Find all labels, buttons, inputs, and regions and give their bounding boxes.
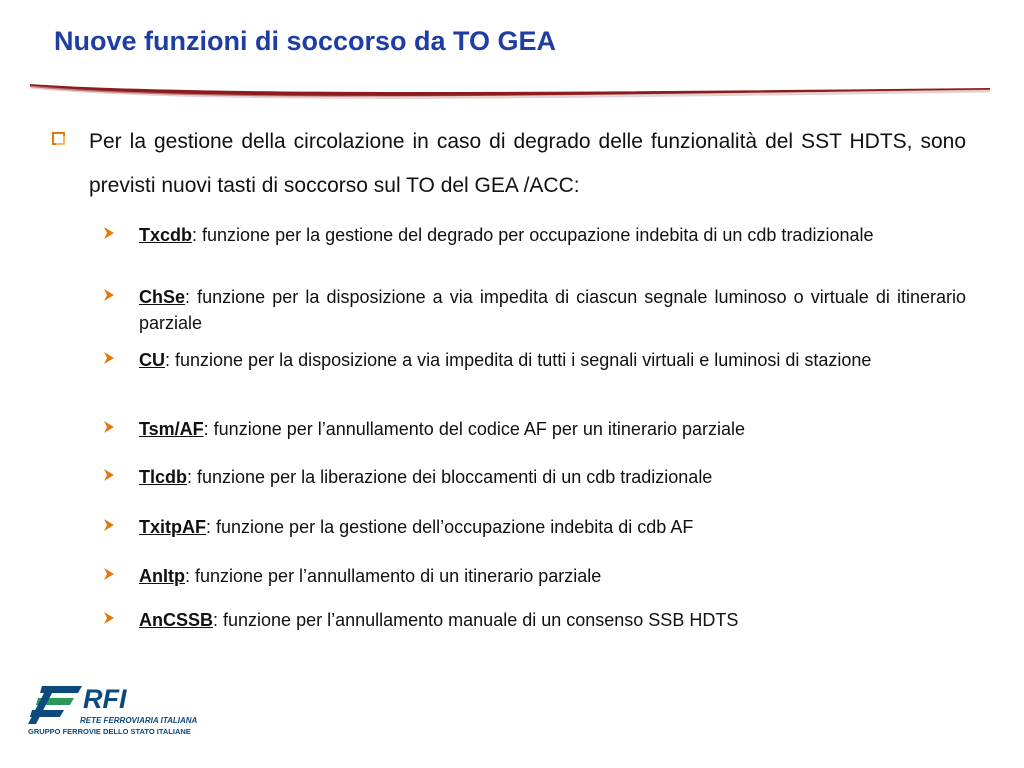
list-item	[103, 284, 966, 336]
arrow-bullet-icon	[103, 284, 115, 306]
list-item	[103, 607, 966, 633]
title-divider	[0, 78, 1024, 108]
intro-text: Per la gestione della circolazione in caso di degrado delle funzionalità del SST HDTS, sono previsti nuovi tasti di soccorso sul TO del GEA /ACC:	[89, 130, 966, 197]
arrow-bullet-icon	[103, 607, 115, 629]
item-term: AnCSSB	[139, 610, 214, 630]
item-term: ChSe	[139, 287, 186, 307]
list-item	[103, 464, 966, 490]
list-item	[103, 514, 966, 540]
arrow-bullet-icon	[103, 563, 115, 585]
item-term: TxitpAF	[139, 517, 206, 537]
list-item	[103, 416, 966, 442]
main-bullet	[52, 120, 966, 208]
item-term: Txcdb	[139, 225, 193, 245]
arrow-bullet-icon	[103, 222, 115, 244]
item-term: Tlcdb	[139, 467, 187, 487]
arrow-bullet-icon	[103, 416, 115, 438]
arrow-bullet-icon	[103, 514, 115, 536]
arrow-bullet-icon	[103, 347, 115, 369]
item-description: : funzione per la liberazione dei bloccamenti di un cdb tradizionale	[187, 467, 713, 487]
list-item	[103, 222, 966, 248]
item-description: : funzione per l’annullamento manuale di un consenso SSB HDTS	[213, 610, 739, 630]
item-term: CU	[139, 350, 165, 370]
arrow-bullet-icon	[103, 464, 115, 486]
slide-title: Nuove funzioni di soccorso da TO GEA	[54, 26, 557, 56]
item-description: : funzione per la gestione dell’occupazione indebita di cdb AF	[206, 517, 694, 537]
logo-subtitle: RETE FERROVIARIA ITALIANA	[80, 716, 198, 725]
item-description: : funzione per la disposizione a via impedita di ciascun segnale luminoso o virtuale di itinerario parziale	[139, 287, 966, 333]
logo-group: GRUPPO FERROVIE DELLO STATO ITALIANE	[28, 727, 191, 736]
rfi-mark-icon	[28, 684, 84, 726]
square-bullet-icon	[52, 132, 65, 145]
item-term: AnItp	[139, 566, 185, 586]
item-term: Tsm/AF	[139, 419, 204, 439]
rfi-logo	[28, 684, 228, 740]
item-description: : funzione per la gestione del degrado per occupazione indebita di un cdb tradizionale	[192, 225, 874, 245]
item-description: : funzione per la disposizione a via impedita di tutti i segnali virtuali e luminosi di stazione	[165, 350, 872, 370]
list-item	[103, 563, 966, 589]
list-item	[103, 347, 966, 373]
item-description: : funzione per l’annullamento del codice AF per un itinerario parziale	[203, 419, 745, 439]
logo-name: RFI	[83, 684, 127, 714]
item-description: : funzione per l’annullamento di un itinerario parziale	[184, 566, 602, 586]
